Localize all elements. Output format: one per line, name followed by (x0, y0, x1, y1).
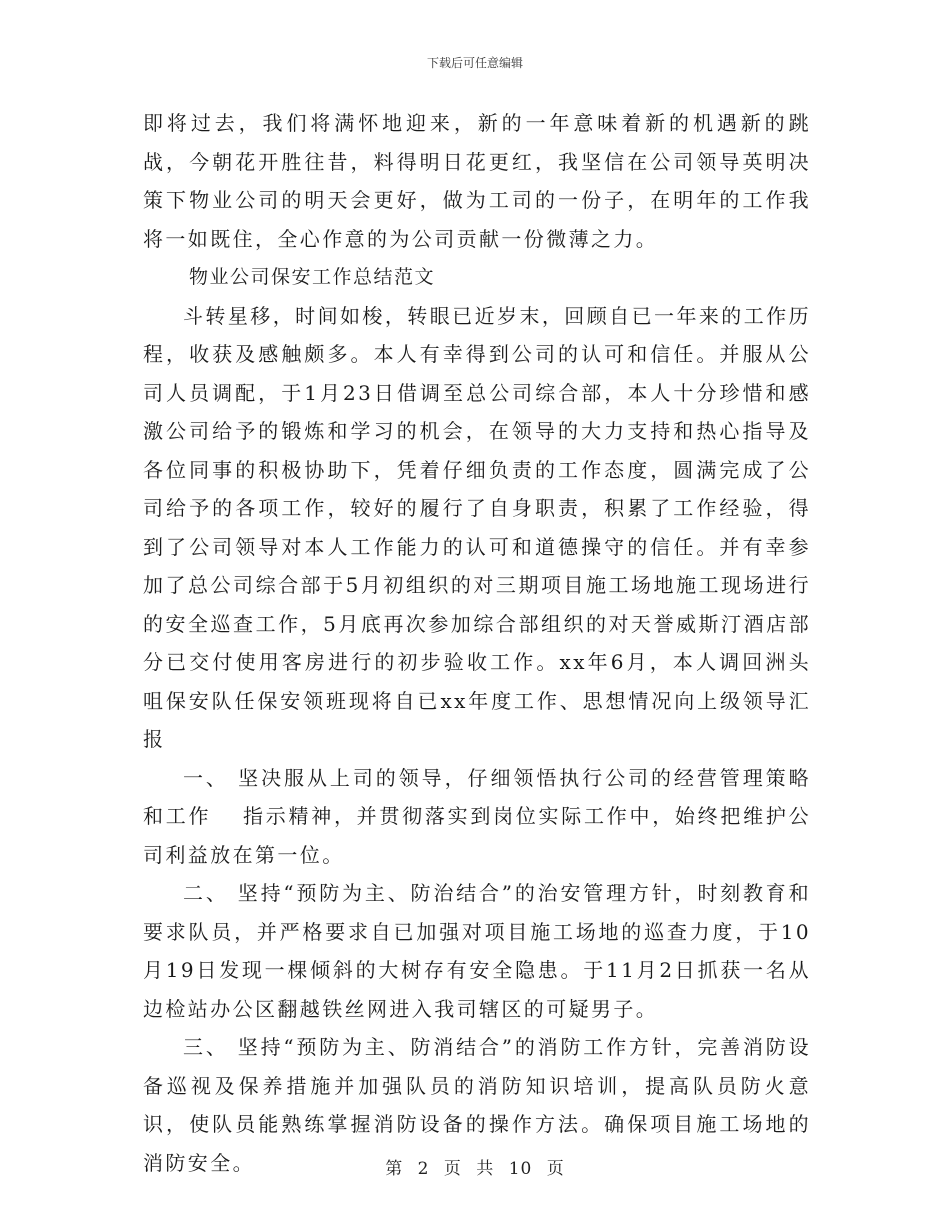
paragraph-point-2: 二、 坚持“预防为主、防治结合”的治安管理方针，时刻教育和要求队员，并严格要求自已加强对项目施工场地的巡查力度，于10月19日发现一棵倾斜的大树存有安全隐患。于11月2日抓获一名从边检站办公区翻越铁丝网进入我司辖区的可疑男子。 (143, 881, 811, 1021)
section-title: 物业公司保安工作总结范文 (189, 266, 436, 288)
paragraph-point-3: 三、 坚持“预防为主、防消结合”的消防工作方针，完善消防设备巡视及保养措施并加强队员的消防知识培训，提高队员防火意识，使队员能熟练掌握消防设备的操作方法。确保项目施工场地的消防安全。 (143, 1035, 811, 1175)
page-footer (0, 1154, 950, 1179)
current-page-number: 2 (417, 1159, 430, 1179)
paragraph-closing: 即将过去，我们将满怀地迎来，新的一年意味着新的机遇新的跳战，今朝花开胜往昔，料得明日花更红，我坚信在公司领导英明决策下物业公司的明天会更好，做为工司的一份子，在明年的工作我将一如既住，全心作意的为公司贡献一份微薄之力。 (143, 111, 811, 251)
document-body (143, 104, 811, 1182)
paragraph-point-1: 一、 坚决服从上司的领导，仔细领悟执行公司的经营管理策略和工作 指示精神，并贯彻落实到岗位实际工作中，始终把维护公司利益放在第一位。 (143, 765, 811, 867)
footer-suffix: 页 (546, 1159, 565, 1179)
footer-total-label: 共 (476, 1159, 495, 1179)
paragraph-intro: 斗转星移，时间如梭，转眼已近岁末，回顾自已一年来的工作历程，收获及感触颇多。本人有幸得到公司的认可和信任。并服从公司人员调配，于1月23日借调至总公司综合部，本人十分珍惜和感激公司给予的锻炼和学习的机会，在领导的大力支持和热心指导及各位同事的积极协助下，凭着仔细负责的工作态度，圆满完成了公司给予的各项工作，较好的履行了自身职责，积累了工作经验，得到了公司领导对本人工作能力的认可和道德操守的信任。并有幸参加了总公司综合部于5月初组织的对三期项目施工场地施工现场进行的安全巡查工作，5月底再次参加综合部组织的对天誉威斯汀酒店部分已交付使用客房进行的初步验收工作。xx年6月，本人调回洲头咀保安队任保安领班现将自已xx年度工作、思想情况向上级领导汇报 (143, 303, 811, 751)
header-note: 下载后可任意编辑 (426, 56, 523, 70)
footer-page-label: 页 (443, 1159, 462, 1179)
total-page-count: 10 (508, 1159, 533, 1179)
footer-prefix: 第 (385, 1159, 404, 1179)
